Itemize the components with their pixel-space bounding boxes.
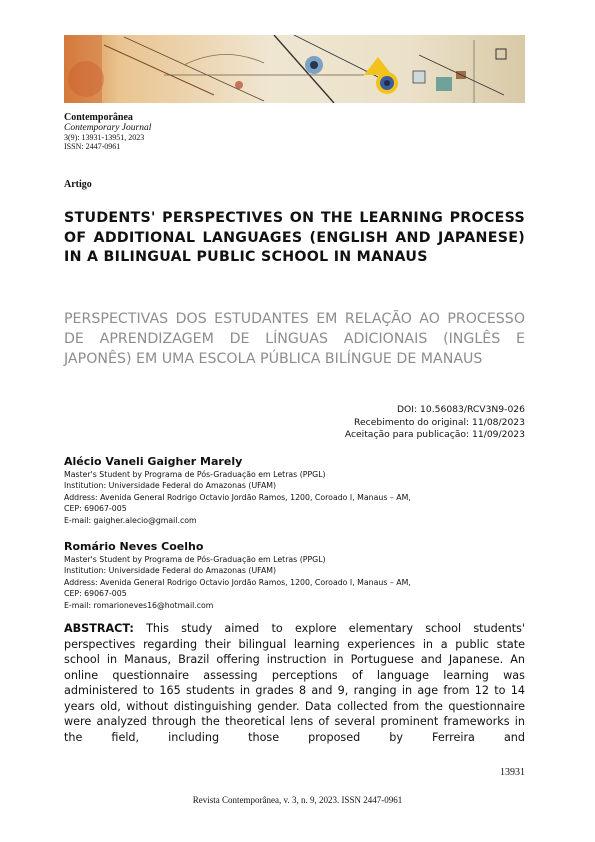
received-date: Recebimento do original: 11/08/2023 bbox=[354, 416, 525, 428]
author-role: Master's Student by Programa de Pós-Graduação em Letras (PPGL) bbox=[64, 555, 326, 564]
journal-subtitle: Contemporary Journal bbox=[64, 123, 152, 133]
doi: DOI: 10.56083/RCV3N9-026 bbox=[396, 404, 525, 415]
author-block bbox=[64, 455, 525, 526]
accepted-date: Aceitação para publicação: 11/09/2023 bbox=[344, 429, 525, 441]
page-footer: Revista Contemporânea, v. 3, n. 9, 2023. ISSN 2447-0961 bbox=[192, 795, 403, 805]
author-institution: Institution: Universidade Federal do Amazonas (UFAM) bbox=[64, 566, 277, 576]
author-role: Master's Student by Programa de Pós-Graduação em Letras (PPGL) bbox=[64, 470, 326, 479]
portuguese-title: PERSPECTIVAS DOS ESTUDANTES EM RELAÇÃO AO PROCESSO DE APRENDIZAGEM DE LÍNGUAS ADICIONAIS (INGLÊS E JAPONÊS) EM UMA ESCOLA PÚBLICA BILÍNGUE DE MANAUS bbox=[64, 311, 525, 367]
abstract-text: This study aimed to explore elementary school students' perspectives regarding their bilingual learning experiences in a public state school in Manaus, Brazil offering instruction in Portuguese and Japanese. An online questionnaire assessing perceptions of language learning was administered to 165 students in grades 8 and 9, ranging in age from 12 to 14 years old, without distinguishing gender. Data collected from the questionnaire were analyzed through the theoretical lens of several prominent frameworks in the field, including those proposed by Ferreira and bbox=[64, 622, 525, 744]
journal-info bbox=[64, 113, 151, 151]
abstract-art-image bbox=[64, 35, 525, 103]
author-email: E-mail: gaigher.alecio@gmail.com bbox=[64, 515, 197, 525]
english-title: STUDENTS' PERSPECTIVES ON THE LEARNING PROCESS OF ADDITIONAL LANGUAGES (ENGLISH AND JAPANESE) IN A BILINGUAL PUBLIC SCHOOL IN MANAUS bbox=[64, 210, 525, 265]
article-meta bbox=[345, 404, 525, 442]
journal-issue: 3(9): 13931-13951, 2023 bbox=[64, 133, 145, 142]
author-cep: CEP: 69067-005 bbox=[64, 504, 127, 514]
author-block bbox=[64, 540, 525, 611]
abstract bbox=[64, 621, 525, 745]
author-name: Romário Neves Coelho bbox=[64, 540, 204, 553]
author-address: Address: Avenida General Rodrigo Octavio Jordão Ramos, 1200, Coroado I, Manaus – AM, bbox=[64, 492, 411, 502]
author-name: Alécio Vaneli Gaigher Marely bbox=[64, 455, 243, 468]
page-number: 13931 bbox=[500, 767, 525, 778]
author-institution: Institution: Universidade Federal do Amazonas (UFAM) bbox=[64, 481, 277, 491]
author-email: E-mail: romarioneves16@hotmail.com bbox=[64, 600, 214, 610]
article-type-label: Artigo bbox=[64, 179, 92, 190]
journal-name: Contemporânea bbox=[64, 112, 133, 123]
abstract-label: ABSTRACT: bbox=[64, 622, 134, 635]
author-address: Address: Avenida General Rodrigo Octavio Jordão Ramos, 1200, Coroado I, Manaus – AM, bbox=[64, 577, 411, 587]
author-cep: CEP: 69067-005 bbox=[64, 589, 127, 599]
journal-issn: ISSN: 2447-0961 bbox=[64, 142, 121, 151]
header-banner-artwork bbox=[64, 35, 525, 103]
